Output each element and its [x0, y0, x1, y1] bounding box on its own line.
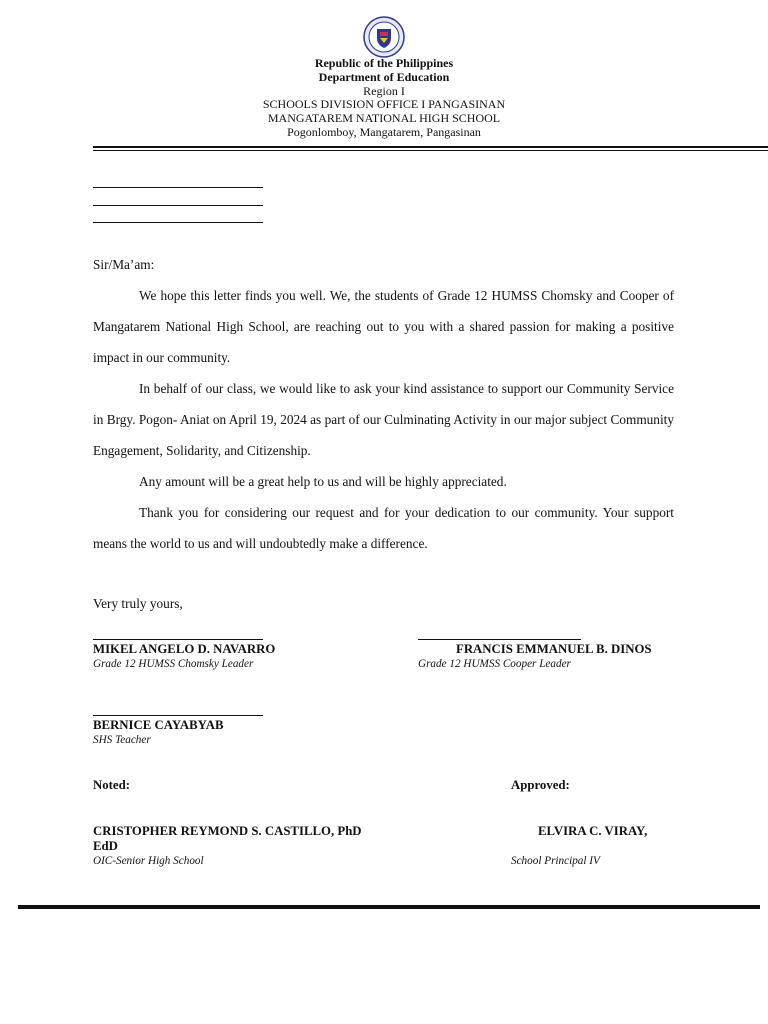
footer-rule — [18, 905, 760, 909]
paragraph-thanks: Thank you for considering our request and for your dedication to our community. Your support means the world to us and will undoubtedly make a difference. — [93, 505, 674, 551]
noted-role: OIC-Senior High School — [93, 855, 204, 867]
recipient-line-3 — [93, 222, 263, 223]
signature-line-leader2 — [418, 639, 581, 640]
closing: Very truly yours, — [93, 596, 183, 611]
header-school: MANGATAREM NATIONAL HIGH SCHOOL — [267, 111, 501, 125]
approved-role: School Principal IV — [511, 855, 600, 867]
leader1-name: MIKEL ANGELO D. NAVARRO — [93, 642, 276, 656]
header-division: SCHOOLS DIVISION OFFICE I PANGASINAN — [262, 97, 506, 111]
noted-name-suffix: EdD — [93, 839, 118, 853]
header-republic: Republic of the Philippines — [314, 56, 454, 70]
recipient-line-2 — [93, 205, 263, 206]
header-address: Pogonlomboy, Mangatarem, Pangasinan — [287, 125, 481, 139]
recipient-line-1 — [93, 187, 263, 188]
approved-name: ELVIRA C. VIRAY, — [538, 824, 648, 838]
letter-body — [93, 280, 674, 559]
approved-label: Approved: — [511, 778, 570, 792]
header-region: Region I — [363, 84, 405, 98]
noted-label: Noted: — [93, 778, 130, 792]
teacher-name: BERNICE CAYABYAB — [93, 718, 224, 732]
header-rule-thin — [93, 150, 768, 151]
salutation: Sir/Ma’am: — [93, 257, 155, 272]
header-department: Department of Education — [318, 70, 450, 84]
paragraph-intro: We hope this letter finds you well. We, the students of Grade 12 HUMSS Chomsky and Cooper of Mangatarem National High School, are reaching out to you with a shared passion for making a positive impact in our community. — [93, 288, 674, 365]
leader2-role: Grade 12 HUMSS Cooper Leader — [418, 658, 571, 670]
leader2-name: FRANCIS EMMANUEL B. DINOS — [456, 642, 652, 656]
deped-seal-icon — [363, 16, 405, 58]
header-rule-thick — [93, 146, 768, 148]
signature-line-teacher — [93, 715, 263, 716]
noted-name: CRISTOPHER REYMOND S. CASTILLO, PhD — [93, 824, 362, 838]
signature-line-leader1 — [93, 639, 263, 640]
teacher-role: SHS Teacher — [93, 734, 151, 746]
paragraph-amount: Any amount will be a great help to us and will be highly appreciated. — [139, 474, 507, 489]
leader1-role: Grade 12 HUMSS Chomsky Leader — [93, 658, 254, 670]
paragraph-request: In behalf of our class, we would like to ask your kind assistance to support our Community Service in Brgy. Pogon- Aniat on April 19, 2024 as part of our Culminating Activity in our major subject Community Engagement, Solidarity, and Citizenship. — [93, 381, 674, 458]
